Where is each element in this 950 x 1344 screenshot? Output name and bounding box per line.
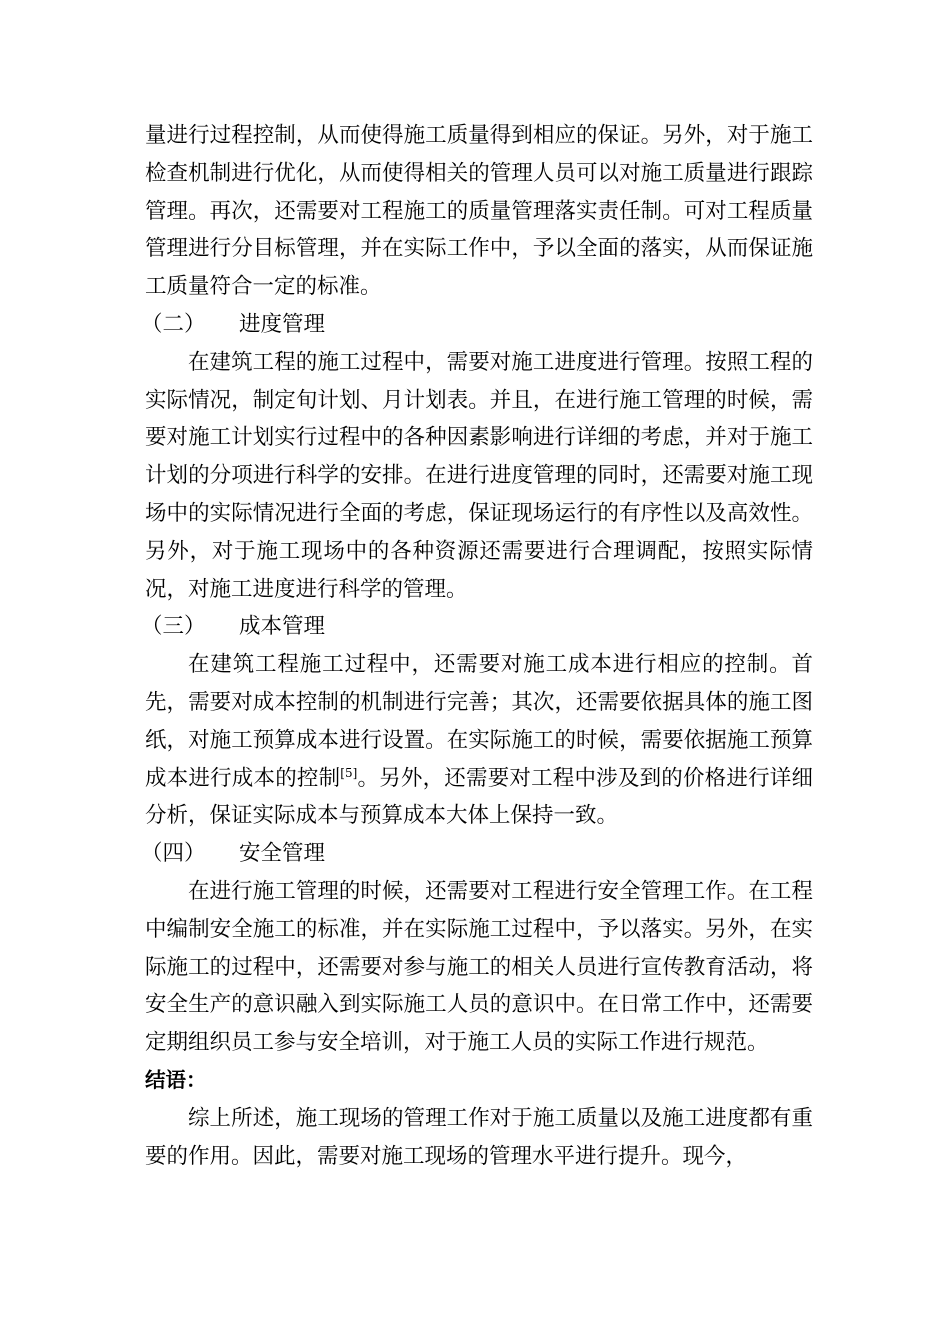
paragraph-safety-management: 在进行施工管理的时候，还需要对工程进行安全管理工作。在工程中编制安全施工的标准，并在实际施工过程中，予以落实。另外，在实际施工的过程中，还需要对参与施工的相关人员进行宣传教育活动，将安全生产的意识融入到实际施工人员的意识中。在日常工作中，还需要定期组织员工参与安全培训，对于施工人员的实际工作进行规范。 [145,878,813,1056]
paragraph-conclusion: 综上所述，施工现场的管理工作对于施工质量以及施工进度都有重要的作用。因此，需要对施工现场的管理水平进行提升。现今， [145,1105,813,1169]
paragraph-progress-management: 在建筑工程的施工过程中，需要对施工进度进行管理。按照工程的实际情况，制定旬计划、月计划表。并且，在进行施工管理的时候，需要对施工计划实行过程中的各种因素影响进行详细的考虑，并对于施工计划的分项进行科学的安排。在进行进度管理的同时，还需要对施工现场中的实际情况进行全面的考虑，保证现场运行的有序性以及高效性。另外，对于施工现场中的各种资源还需要进行合理调配，按照实际情况，对施工进度进行科学的管理。 [145,349,813,602]
section-heading-progress [141,306,809,344]
section-number: （二） [141,311,206,337]
conclusion-heading: 结语： [145,1067,207,1092]
document-page [141,117,813,1175]
section-number: （三） [141,614,206,640]
section-title: 安全管理 [239,841,326,867]
section-title: 成本管理 [239,614,326,640]
paragraph-text: 。另外，还需要对工程中涉及到的价格进行详细分析，保证实际成本与预算成本大体上保持一致。 [145,765,813,829]
section-title: 进度管理 [239,311,326,337]
section-heading-safety [141,835,809,873]
section-heading-cost [141,608,809,646]
section-number: （四） [141,841,206,867]
paragraph-text: 在建筑工程施工过程中，还需要对施工成本进行相应的控制。首先，需要对成本控制的机制进行完善；其次，还需要依据具体的施工图纸，对施工预算成本进行设置。在实际施工的时候，需要依据施工预算成本进行成本的控制 [145,652,813,791]
paragraph-cost-management [145,646,813,835]
citation-marker: [5] [340,765,358,780]
paragraph-quality-control: 量进行过程控制，从而使得施工质量得到相应的保证。另外，对于施工检查机制进行优化，从而使得相关的管理人员可以对施工质量进行跟踪管理。再次，还需要对工程施工的质量管理落实责任制。可对工程质量管理进行分目标管理，并在实际工作中，予以全面的落实，从而保证施工质量符合一定的标准。 [145,123,813,300]
